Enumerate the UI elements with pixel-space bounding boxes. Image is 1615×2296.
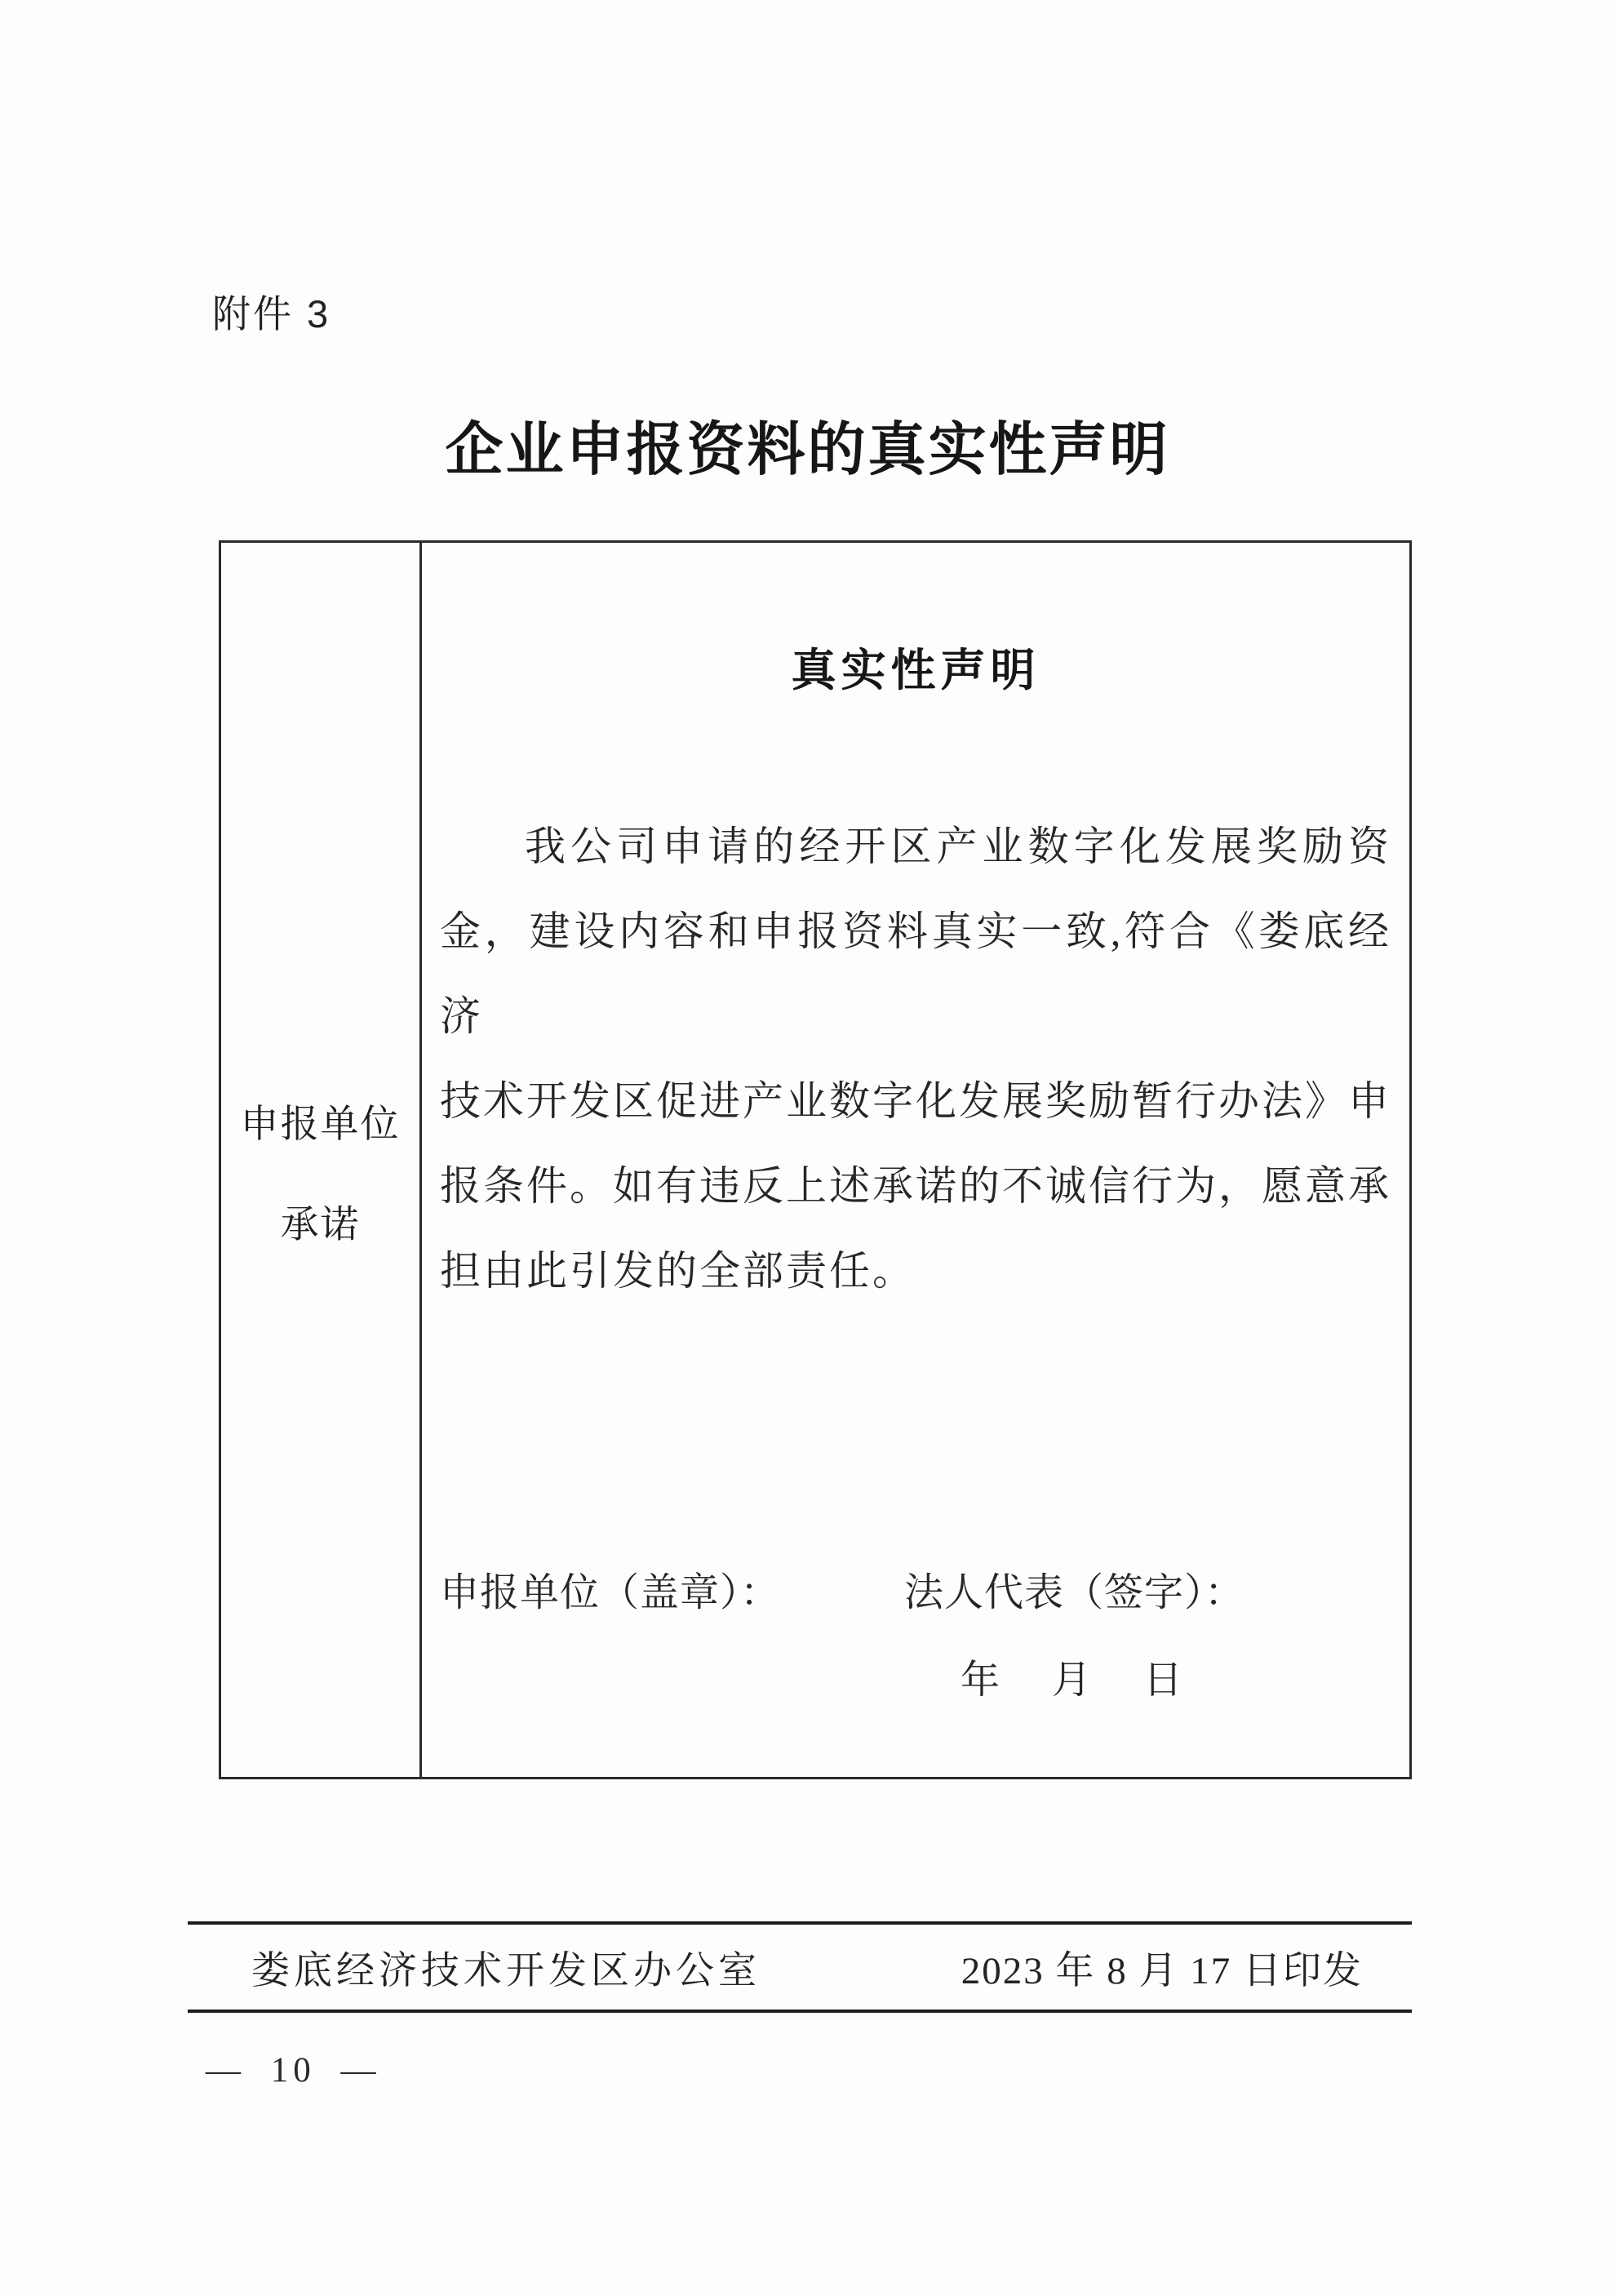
declaration-paragraph-line: 金，建设内容和申报资料真实一致,符合《娄底经济: [440, 908, 1391, 1039]
declaration-paragraph: [440, 804, 1391, 1313]
page-title: 企业申报资料的真实性声明: [445, 419, 1170, 482]
declaration-paragraph-line: 担由此引发的全部责任。: [440, 1248, 916, 1294]
row-header-line-2: 承诺: [280, 1204, 361, 1246]
declaration-paragraph-line: 技术开发区促进产业数字化发展奖励暂行办法》申: [440, 1078, 1391, 1124]
footer-band: [188, 1921, 1412, 2013]
attachment-label: 附件 3: [212, 292, 331, 335]
declaration-heading: 真实性声明: [791, 646, 1040, 695]
declaration-body-cell: [422, 543, 1409, 1777]
date-line: 年 月 日: [961, 1659, 1190, 1702]
declaration-table: [219, 540, 1412, 1779]
declaration-paragraph-line: 报条件。如有违反上述承诺的不诚信行为，愿意承: [440, 1163, 1391, 1209]
signature-unit-seal-label: 申报单位（盖章）：: [440, 1571, 781, 1614]
footer-issuer: 娄底经济技术开发区办公室: [251, 1949, 761, 1992]
signature-row: [440, 1568, 1391, 1619]
row-header-line-1: 申报单位: [240, 1104, 401, 1146]
page-number: — 10 —: [206, 2051, 381, 2089]
footer-print-date: 2023 年 8 月 17 日印发: [961, 1949, 1363, 1992]
table-row-header-cell: [221, 543, 422, 1777]
signature-legal-representative-label: 法人代表（签字）：: [904, 1571, 1245, 1614]
declaration-paragraph-line: 我公司申请的经开区产业数字化发展奖励资: [525, 824, 1391, 869]
